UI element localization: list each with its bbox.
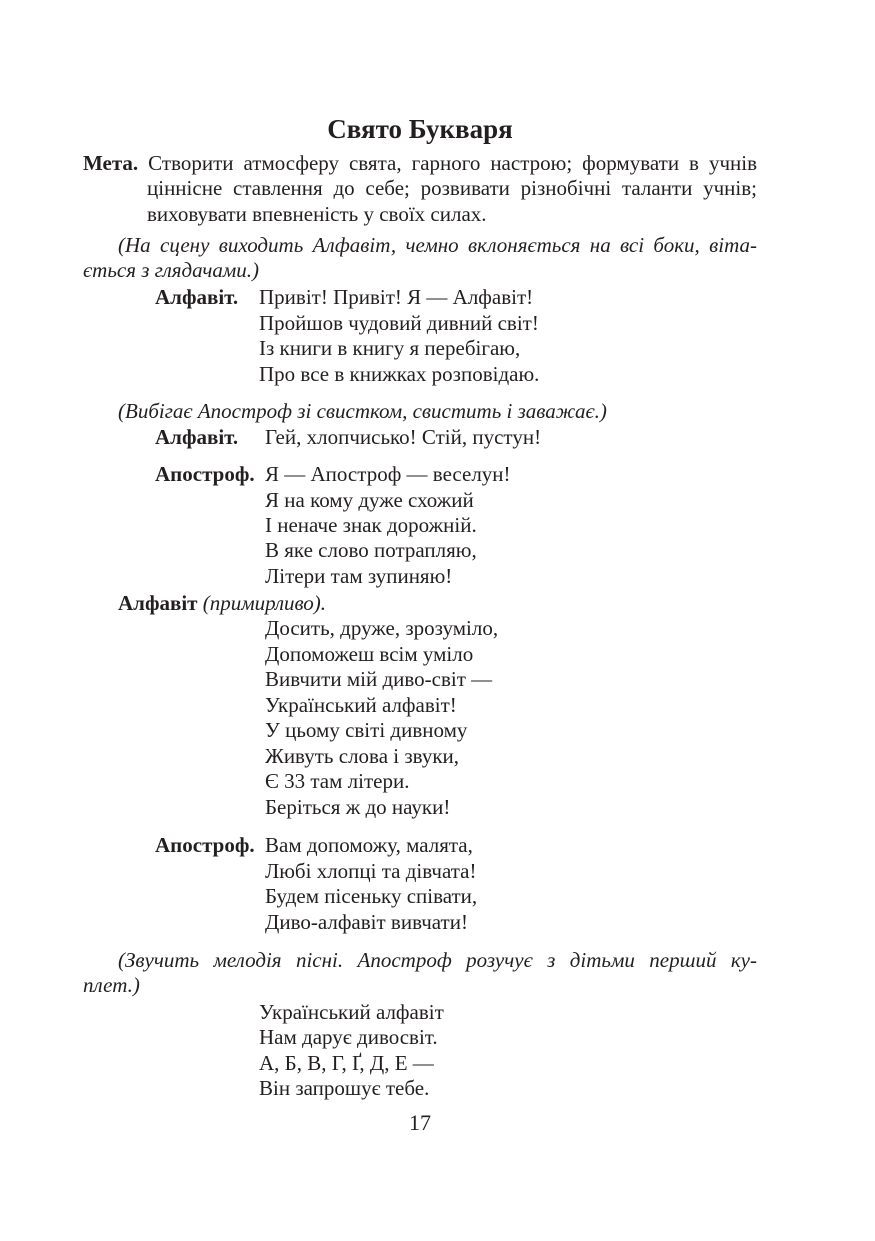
goal-line: виховувати впевненість у своїх силах.: [147, 202, 487, 226]
verse-line: Любі хлопці та дівчата!: [265, 859, 477, 883]
verse-line: Я на кому дуже схожий: [265, 488, 474, 512]
verse-line: Із книги в книгу я перебігаю,: [259, 336, 521, 360]
verse-line: Про все в книжках розповідаю.: [259, 362, 540, 386]
stage-direction: плет.): [83, 973, 140, 997]
verse-line: Літери там зупиняю!: [265, 564, 453, 588]
verse-line: Допоможеш всім уміло: [265, 642, 474, 666]
speaker-remark: (примирливо).: [202, 591, 327, 615]
speaker-name: Апостроф.: [155, 462, 255, 486]
song-line: Він запрошує тебе.: [259, 1076, 430, 1100]
goal-label: Мета.: [83, 151, 139, 175]
verse-line: У цьому світі дивному: [265, 718, 468, 742]
verse-line: Пройшов чудовий дивний світ!: [259, 311, 539, 335]
goal-line: ціннісне ставлення до себе; розвивати різнобічні таланти учнів;: [147, 176, 757, 200]
speaker-name: Алфавіт.: [155, 285, 239, 309]
verse-line: Вам допоможу, малята,: [265, 833, 473, 857]
page-number: 17: [409, 1110, 431, 1135]
speaker: [155, 462, 255, 486]
verse-line: Будем пісеньку співати,: [265, 884, 478, 908]
goal-text: Створити атмосферу свята, гарного настрою; формувати в учнів: [148, 151, 757, 175]
speaker: [118, 591, 326, 615]
speaker: [155, 425, 238, 449]
verse-line: Я — Апостроф — веселун!: [265, 462, 511, 486]
verse-line: Диво-алфавіт вивчати!: [265, 910, 468, 934]
song-line: А, Б, В, Г, Ґ, Д, Е —: [259, 1051, 434, 1075]
verse-line: Український алфавіт!: [265, 693, 457, 717]
verse-line: Беріться ж до науки!: [265, 795, 451, 819]
verse-line: Вивчити мій диво-світ —: [265, 667, 493, 691]
stage-direction: (Вибігає Апостроф зі свистком, свистить і заважає.): [118, 399, 607, 423]
song-line: Нам дарує дивосвіт.: [259, 1025, 438, 1049]
verse-line: Привіт! Привіт! Я — Алфавіт!: [259, 285, 534, 309]
page-title: Свято Букваря: [327, 114, 513, 144]
stage-direction: (На сцену виходить Алфавіт, чемно вклоняється на всі боки, віта-: [118, 233, 757, 257]
verse-line: Живуть слова і звуки,: [265, 744, 460, 768]
verse-line: Є 33 там літери.: [265, 769, 410, 793]
speaker-name: Алфавіт.: [155, 425, 239, 449]
verse-line: Гей, хлопчисько! Стій, пустун!: [265, 425, 542, 449]
verse-line: Досить, друже, зрозуміло,: [265, 616, 499, 640]
speaker-name: Алфавіт: [118, 591, 198, 615]
song-line: Український алфавіт: [259, 1000, 444, 1024]
speaker: [155, 833, 255, 857]
stage-direction: (Звучить мелодія пісні. Апостроф розучує з дітьми перший ку-: [118, 948, 757, 972]
stage-direction: ється з глядачами.): [83, 258, 259, 282]
speaker: [155, 285, 238, 309]
verse-line: В яке слово потрапляю,: [265, 538, 477, 562]
speaker-name: Апостроф.: [155, 833, 255, 857]
verse-line: І неначе знак дорожній.: [265, 513, 477, 537]
goal-line: [83, 151, 757, 175]
